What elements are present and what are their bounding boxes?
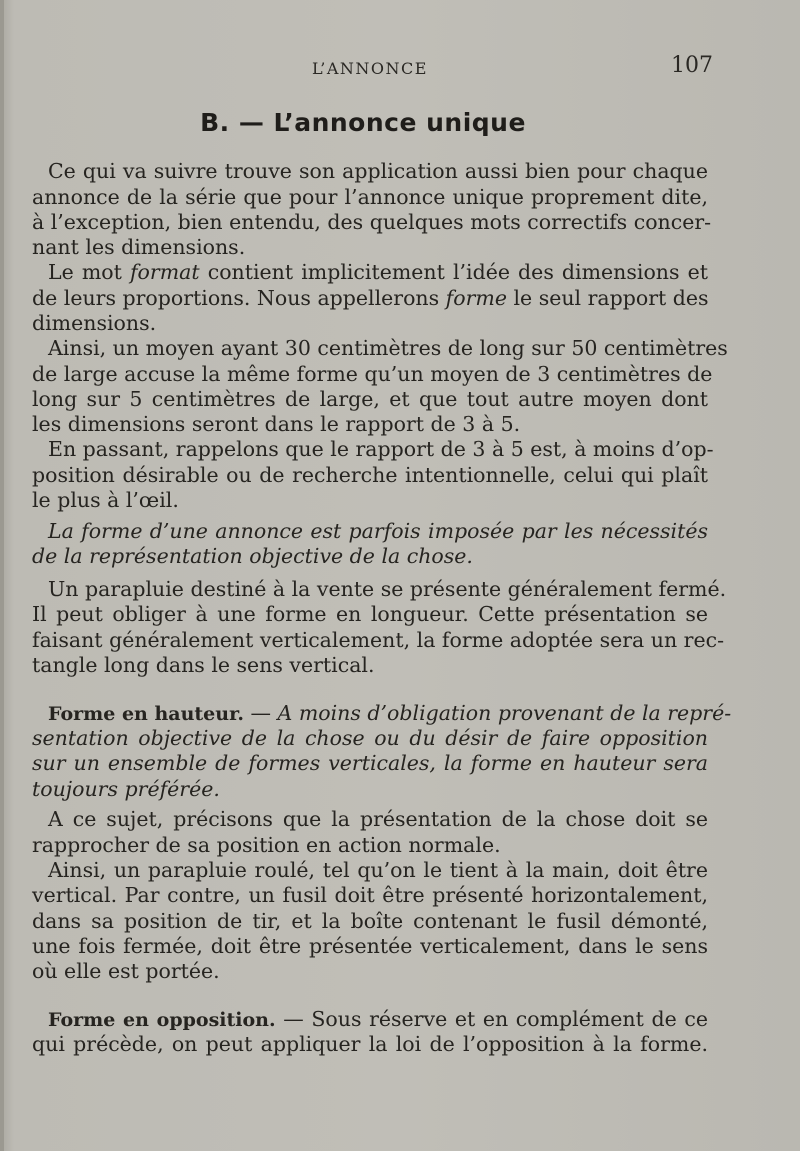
text-run: toujours préférée.	[32, 777, 220, 801]
page-number: 107	[671, 53, 713, 78]
text-run: annonce de la série que pour l’annonce unique proprement dite,	[32, 185, 708, 209]
text-line	[48, 857, 708, 883]
text-run: faisant généralement verticalement, la forme adoptée sera un rec-	[32, 628, 725, 652]
text-run: — Sous réserve et en complément de ce	[275, 1007, 708, 1031]
text-run: position désirable ou de recherche intentionnelle, celui qui plaît	[32, 463, 708, 487]
run-in-heading: Forme en opposition.	[48, 1009, 276, 1031]
text-line	[32, 776, 708, 802]
text-run: Un parapluie destiné à la vente se présente généralement fermé.	[48, 577, 727, 601]
text-run: les dimensions seront dans le rapport de 3 à 5.	[32, 412, 521, 436]
text-line	[32, 462, 708, 488]
text-line	[32, 882, 708, 908]
text-run: sentation objective de la chose ou du désir de faire opposition	[32, 726, 708, 750]
text-run: Le mot	[48, 260, 130, 284]
text-line	[32, 310, 708, 336]
text-run: de la représentation objective de la chose.	[32, 544, 473, 568]
text-run: le seul rapport des	[506, 286, 709, 310]
text-line	[32, 361, 713, 387]
text-run: En passant, rappelons que le rapport de 3 à 5 est, à moins d’op-	[48, 437, 714, 461]
text-line	[32, 958, 708, 984]
text-line	[48, 259, 708, 285]
text-line	[48, 806, 708, 832]
text-line	[32, 184, 708, 210]
section-title: B. — L’annonce unique	[200, 108, 526, 137]
text-line	[32, 832, 708, 858]
emphasis-text: forme	[445, 286, 507, 310]
page-binding-edge	[0, 0, 4, 1151]
text-run: rapprocher de sa position en action normale.	[32, 833, 501, 857]
text-line	[48, 158, 708, 184]
text-line	[32, 487, 708, 513]
text-run: A ce sujet, précisons que la présentation de la chose doit se	[48, 807, 708, 831]
text-run: —	[243, 701, 278, 725]
text-run: nant les dimensions.	[32, 235, 246, 259]
text-run: long sur 5 centimètres de large, et que tout autre moyen dont	[32, 387, 708, 411]
text-line	[32, 750, 708, 776]
text-line	[48, 518, 708, 544]
text-line	[32, 725, 708, 751]
text-run: de large accuse la même forme qu’un moyen de 3 centimètres de	[32, 362, 713, 386]
text-run: sur un ensemble de formes verticales, la forme en hauteur sera	[32, 751, 708, 775]
text-run: Ainsi, un parapluie roulé, tel qu’on le tient à la main, doit être	[48, 858, 708, 882]
text-line	[32, 209, 712, 235]
text-line	[48, 700, 732, 727]
emphasis-text: format	[129, 260, 200, 284]
text-line	[32, 411, 708, 437]
run-in-heading: Forme en hauteur.	[48, 703, 244, 725]
text-run: le plus à l’œil.	[32, 488, 179, 512]
text-run: dans sa position de tir, et la boîte contenant le fusil démonté,	[32, 909, 708, 933]
text-line	[32, 627, 725, 653]
text-run: à l’exception, bien entendu, des quelques mots correctifs concer-	[32, 210, 712, 234]
text-run: La forme d’une annonce est parfois imposée par les nécessités	[48, 519, 708, 543]
text-run: Il peut obliger à une forme en longueur. Cette présentation se	[32, 602, 708, 626]
text-line	[48, 436, 714, 462]
running-head: L’ANNONCE	[312, 59, 428, 78]
text-line	[32, 285, 708, 311]
text-line	[32, 601, 708, 627]
text-line	[32, 933, 708, 959]
text-run: dimensions.	[32, 311, 157, 335]
text-run: vertical. Par contre, un fusil doit être présenté horizontalement,	[32, 883, 708, 907]
text-line	[48, 335, 728, 361]
text-run: une fois fermée, doit être présentée verticalement, dans le sens	[32, 934, 708, 958]
text-run: tangle long dans le sens vertical.	[32, 653, 375, 677]
text-run: de leurs proportions. Nous appellerons	[32, 286, 446, 310]
text-line	[32, 652, 708, 678]
text-run: contient implicitement l’idée des dimensions et	[199, 260, 708, 284]
text-line	[48, 1006, 708, 1033]
text-run: Ainsi, un moyen ayant 30 centimètres de long sur 50 centimètres	[48, 336, 728, 360]
text-run: qui précède, on peut appliquer la loi de l’opposition à la forme.	[32, 1032, 708, 1056]
emphasis-text: A moins d’obligation provenant de la repré-	[277, 701, 732, 725]
text-line	[32, 386, 708, 412]
text-run: Ce qui va suivre trouve son application aussi bien pour chaque	[48, 159, 708, 183]
text-line	[48, 576, 727, 602]
text-line	[32, 543, 708, 569]
text-run: où elle est portée.	[32, 959, 220, 983]
text-line	[32, 234, 708, 260]
text-line	[32, 1031, 708, 1057]
text-line	[32, 908, 708, 934]
